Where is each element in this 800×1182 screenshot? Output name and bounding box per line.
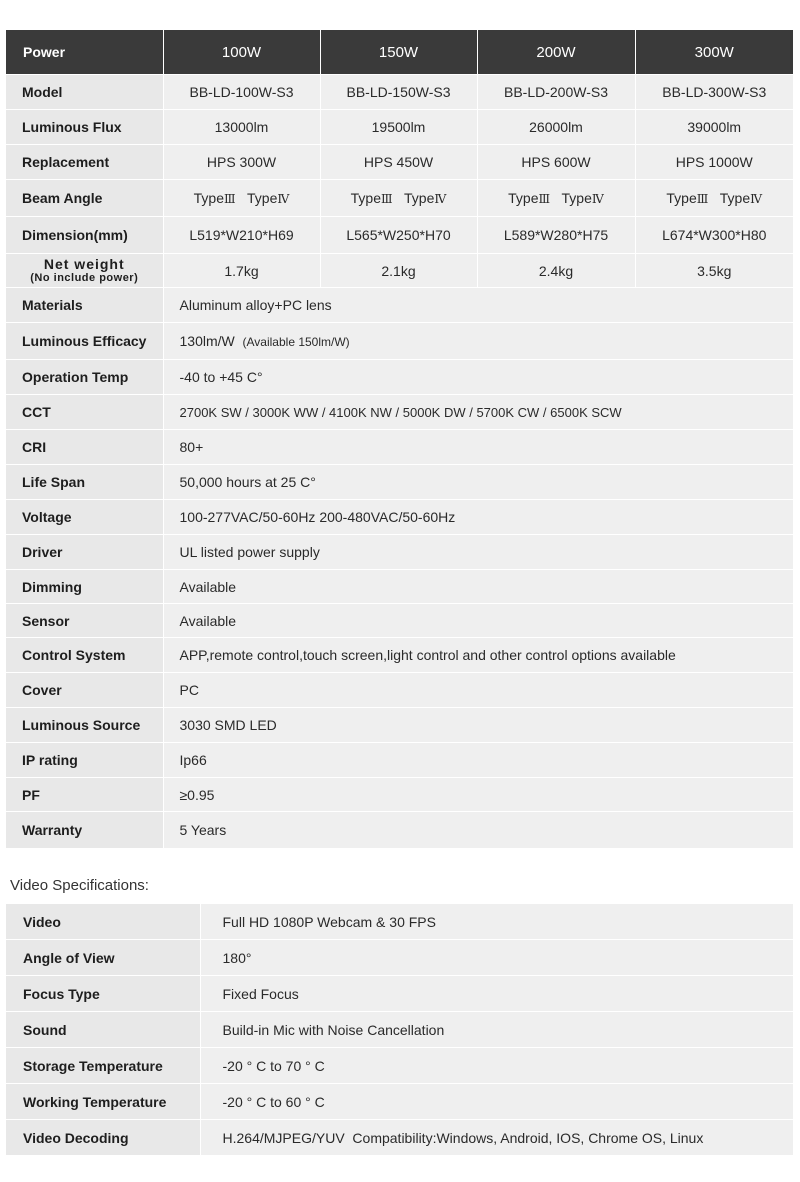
row-label: Focus Type bbox=[6, 976, 200, 1012]
row-label: Video Decoding bbox=[6, 1120, 200, 1156]
row-value: 5 Years bbox=[163, 812, 793, 849]
cell: 13000lm bbox=[163, 110, 320, 145]
row-beam-angle bbox=[6, 180, 793, 217]
row-ip-rating bbox=[6, 743, 793, 778]
row-label: Warranty bbox=[6, 812, 163, 849]
row-value: APP,remote control,touch screen,light control and other control options available bbox=[163, 638, 793, 673]
row-label: CCT bbox=[6, 395, 163, 430]
row-driver bbox=[6, 535, 793, 570]
row-value: Build-in Mic with Noise Cancellation bbox=[200, 1012, 793, 1048]
beam-cell: TypeⅢ TypeⅣ bbox=[477, 180, 635, 217]
row-value: Fixed Focus bbox=[200, 976, 793, 1012]
cell: BB-LD-100W-S3 bbox=[163, 75, 320, 110]
row-value: -40 to +45 C° bbox=[163, 360, 793, 395]
row-label: Luminous Flux bbox=[6, 110, 163, 145]
cell: L519*W210*H69 bbox=[163, 217, 320, 254]
row-value: Aluminum alloy+PC lens bbox=[163, 288, 793, 323]
row-label: Materials bbox=[6, 288, 163, 323]
row-control-system bbox=[6, 638, 793, 673]
row-label: Sound bbox=[6, 1012, 200, 1048]
row-label: CRI bbox=[6, 430, 163, 465]
row-value: Ip66 bbox=[163, 743, 793, 778]
net-weight-sublabel: (No include power) bbox=[30, 271, 139, 284]
row-label: Dimension(mm) bbox=[6, 217, 163, 254]
cell: BB-LD-150W-S3 bbox=[320, 75, 477, 110]
row-label: Model bbox=[6, 75, 163, 110]
cell: 19500lm bbox=[320, 110, 477, 145]
cell: 2.4kg bbox=[477, 254, 635, 288]
row-focus-type bbox=[6, 976, 793, 1012]
cell: BB-LD-200W-S3 bbox=[477, 75, 635, 110]
row-label: Beam Angle bbox=[6, 180, 163, 217]
row-working-temperature bbox=[6, 1084, 793, 1120]
row-video bbox=[6, 904, 793, 940]
row-operation-temp bbox=[6, 360, 793, 395]
header-col: 200W bbox=[477, 30, 635, 75]
row-angle-of-view bbox=[6, 940, 793, 976]
row-value: PC bbox=[163, 673, 793, 708]
beam-cell: TypeⅢ TypeⅣ bbox=[320, 180, 477, 217]
row-materials bbox=[6, 288, 793, 323]
row-replacement bbox=[6, 145, 793, 180]
row-life-span bbox=[6, 465, 793, 500]
row-label: Video bbox=[6, 904, 200, 940]
row-value: -20 ° C to 60 ° C bbox=[200, 1084, 793, 1120]
video-section-title: Video Specifications: bbox=[10, 877, 149, 894]
cell: HPS 300W bbox=[163, 145, 320, 180]
cell: HPS 600W bbox=[477, 145, 635, 180]
net-weight-label: Net weight bbox=[43, 255, 125, 272]
header-row bbox=[6, 30, 793, 75]
efficacy-note: (Available 150lm/W) bbox=[242, 335, 350, 349]
row-luminous-source bbox=[6, 708, 793, 743]
cell: 39000lm bbox=[635, 110, 793, 145]
beam-cell: TypeⅢ TypeⅣ bbox=[635, 180, 793, 217]
cell: HPS 450W bbox=[320, 145, 477, 180]
row-voltage bbox=[6, 500, 793, 535]
row-model bbox=[6, 75, 793, 110]
header-col: 150W bbox=[320, 30, 477, 75]
row-luminous-flux bbox=[6, 110, 793, 145]
row-label: Control System bbox=[6, 638, 163, 673]
row-cct bbox=[6, 395, 793, 430]
row-label bbox=[6, 254, 163, 288]
row-sound bbox=[6, 1012, 793, 1048]
row-value: 130lm/W (Available 150lm/W) bbox=[163, 323, 793, 360]
row-value: 50,000 hours at 25 C° bbox=[163, 465, 793, 500]
row-net-weight bbox=[6, 254, 793, 288]
row-value: Available bbox=[163, 570, 793, 604]
row-label: Luminous Source bbox=[6, 708, 163, 743]
row-pf bbox=[6, 778, 793, 812]
row-cover bbox=[6, 673, 793, 708]
row-label: Angle of View bbox=[6, 940, 200, 976]
header-col: 300W bbox=[635, 30, 793, 75]
spec-table bbox=[6, 30, 793, 849]
cell: BB-LD-300W-S3 bbox=[635, 75, 793, 110]
row-label: IP rating bbox=[6, 743, 163, 778]
row-label: Replacement bbox=[6, 145, 163, 180]
row-label: Operation Temp bbox=[6, 360, 163, 395]
row-label: Working Temperature bbox=[6, 1084, 200, 1120]
row-label: Driver bbox=[6, 535, 163, 570]
row-label: Dimming bbox=[6, 570, 163, 604]
row-dimension bbox=[6, 217, 793, 254]
row-label: Cover bbox=[6, 673, 163, 708]
row-video-decoding bbox=[6, 1120, 793, 1156]
row-label: Luminous Efficacy bbox=[6, 323, 163, 360]
video-spec-table bbox=[6, 904, 793, 1156]
cell: 1.7kg bbox=[163, 254, 320, 288]
header-col: 100W bbox=[163, 30, 320, 75]
row-value: 80+ bbox=[163, 430, 793, 465]
row-sensor bbox=[6, 604, 793, 638]
row-value: H.264/MJPEG/YUV Compatibility:Windows, Android, IOS, Chrome OS, Linux bbox=[200, 1120, 793, 1156]
cell: 2.1kg bbox=[320, 254, 477, 288]
row-value: Available bbox=[163, 604, 793, 638]
row-cri bbox=[6, 430, 793, 465]
cell: L589*W280*H75 bbox=[477, 217, 635, 254]
cell: HPS 1000W bbox=[635, 145, 793, 180]
row-label: PF bbox=[6, 778, 163, 812]
header-label: Power bbox=[6, 30, 163, 75]
row-value: 180° bbox=[200, 940, 793, 976]
row-label: Sensor bbox=[6, 604, 163, 638]
cell: L565*W250*H70 bbox=[320, 217, 477, 254]
row-value: UL listed power supply bbox=[163, 535, 793, 570]
cell: 3.5kg bbox=[635, 254, 793, 288]
row-efficacy bbox=[6, 323, 793, 360]
row-dimming bbox=[6, 570, 793, 604]
cell: 26000lm bbox=[477, 110, 635, 145]
row-storage-temperature bbox=[6, 1048, 793, 1084]
cell: L674*W300*H80 bbox=[635, 217, 793, 254]
row-value: 3030 SMD LED bbox=[163, 708, 793, 743]
row-label: Storage Temperature bbox=[6, 1048, 200, 1084]
row-label: Life Span bbox=[6, 465, 163, 500]
row-value: -20 ° C to 70 ° C bbox=[200, 1048, 793, 1084]
beam-cell: TypeⅢ TypeⅣ bbox=[163, 180, 320, 217]
row-value: 2700K SW / 3000K WW / 4100K NW / 5000K DW / 5700K CW / 6500K SCW bbox=[163, 395, 793, 430]
row-value: ≥0.95 bbox=[163, 778, 793, 812]
row-warranty bbox=[6, 812, 793, 849]
row-label: Voltage bbox=[6, 500, 163, 535]
row-value: 100-277VAC/50-60Hz 200-480VAC/50-60Hz bbox=[163, 500, 793, 535]
row-value: Full HD 1080P Webcam & 30 FPS bbox=[200, 904, 793, 940]
